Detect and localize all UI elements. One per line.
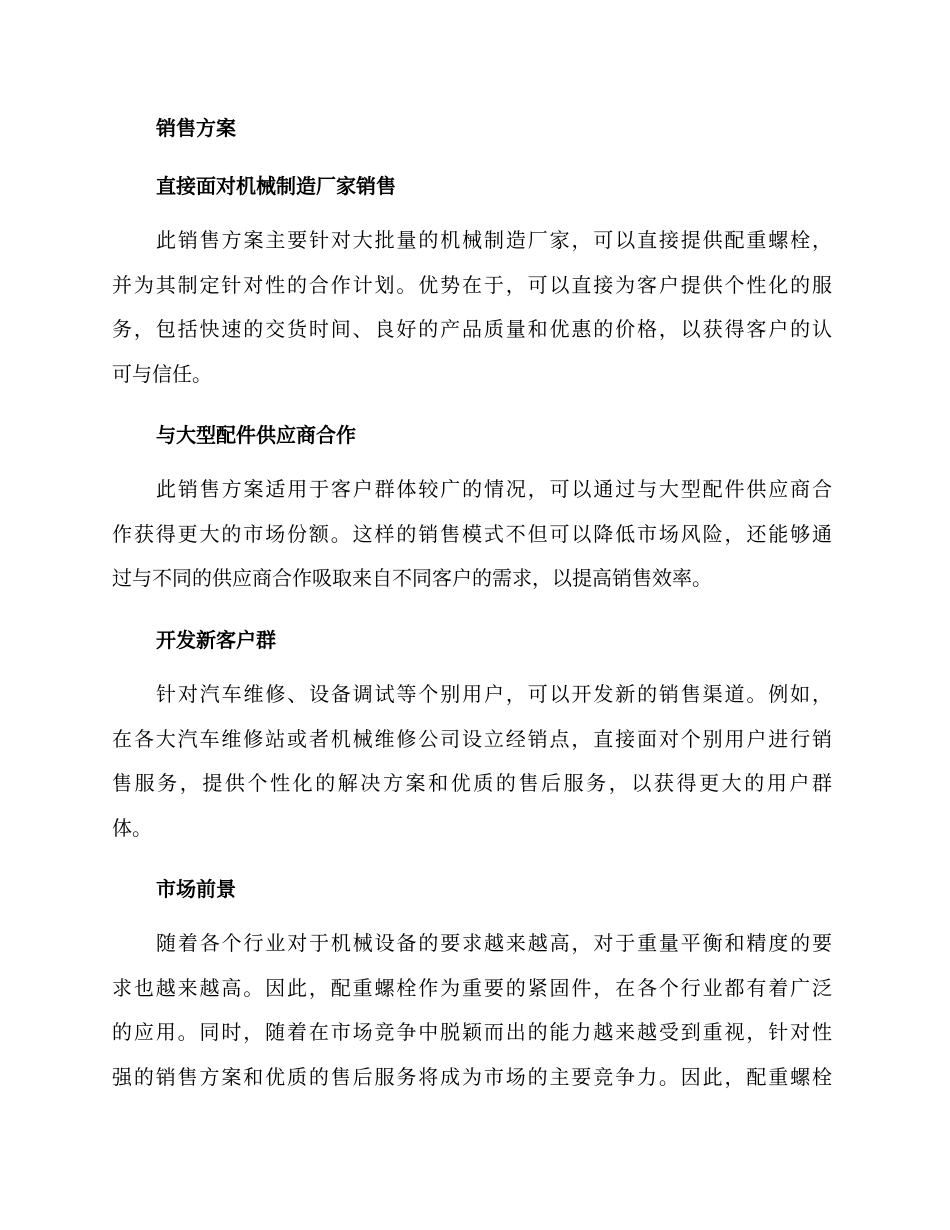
paragraph-line: 的应用。同时，随着在市场竞争中脱颖而出的能力越来越受到重视，针对性 — [112, 1020, 832, 1044]
paragraph-line: 体。 — [112, 815, 152, 840]
section-paragraph-new-customers — [112, 672, 832, 850]
paragraph-line: 强的销售方案和优质的售后服务将成为市场的主要竞争力。因此，配重螺栓 — [112, 1064, 832, 1089]
section-paragraph-supplier-partnership — [112, 467, 832, 601]
section-paragraph-direct-sales — [112, 218, 832, 396]
paragraph-line: 针对汽车维修、设备调试等个别用户，可以开发新的销售渠道。例如， — [156, 682, 832, 706]
paragraph-line: 可与信任。 — [112, 361, 212, 386]
paragraph-line: 在各大汽车维修站或者机械维修公司设立经销点，直接面对个别用户进行销 — [112, 726, 832, 751]
section-paragraph-market-outlook — [112, 921, 832, 1099]
paragraph-line: 随着各个行业对于机械设备的要求越来越高，对于重量平衡和精度的要 — [156, 931, 832, 955]
section-heading-direct-sales: 直接面对机械制造厂家销售 — [156, 174, 396, 198]
paragraph-line: 务，包括快速的交货时间、良好的产品质量和优惠的价格，以获得客户的认 — [112, 317, 832, 341]
paragraph-line: 作获得更大的市场份额。这样的销售模式不但可以降低市场风险，还能够通 — [112, 521, 832, 546]
paragraph-line: 此销售方案适用于客户群体较广的情况，可以通过与大型配件供应商合 — [156, 477, 832, 501]
paragraph-line: 求也越来越高。因此，配重螺栓作为重要的紧固件，在各个行业都有着广泛 — [112, 975, 832, 1000]
paragraph-line: 此销售方案主要针对大批量的机械制造厂家，可以直接提供配重螺栓， — [156, 228, 832, 252]
paragraph-line: 售服务，提供个性化的解决方案和优质的售后服务，以获得更大的用户群 — [112, 771, 832, 795]
section-heading-supplier-partnership: 与大型配件供应商合作 — [156, 423, 356, 447]
section-heading-market-outlook: 市场前景 — [156, 877, 236, 901]
paragraph-line: 并为其制定针对性的合作计划。优势在于，可以直接为客户提供个性化的服 — [112, 272, 832, 297]
section-heading-new-customers: 开发新客户群 — [156, 628, 276, 652]
paragraph-line: 过与不同的供应商合作吸取来自不同客户的需求，以提高销售效率。 — [112, 566, 712, 590]
document-title: 销售方案 — [156, 116, 236, 140]
